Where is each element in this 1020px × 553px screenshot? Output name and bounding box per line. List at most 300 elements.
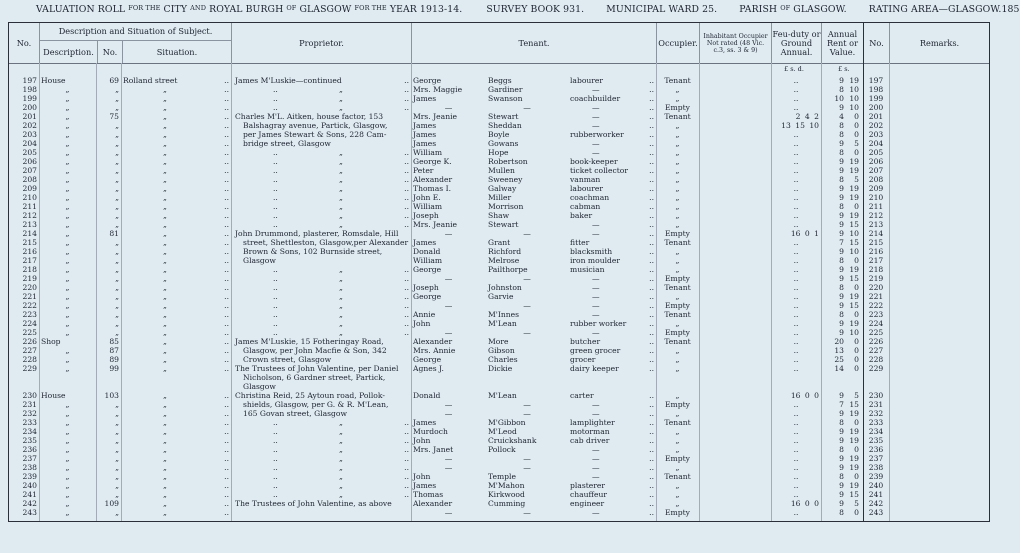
ditto-mark: „ xyxy=(339,94,343,103)
proprietor xyxy=(231,193,411,202)
description: „ xyxy=(65,166,70,175)
leader-dots: .. xyxy=(224,211,229,220)
situation xyxy=(121,400,231,409)
situation-text: „ xyxy=(163,481,167,490)
situation xyxy=(121,328,231,337)
situation xyxy=(121,418,231,427)
occupation-text: — xyxy=(592,121,600,130)
inhabitant-occupier-not-rated xyxy=(699,193,771,202)
ditto-mark: „ xyxy=(339,328,343,337)
leader-dots: .. xyxy=(224,76,229,85)
proprietor xyxy=(231,148,411,157)
entry-number-right: 200 xyxy=(868,103,884,112)
tenant-forename: Murdoch xyxy=(413,427,448,436)
feu-duty: .. xyxy=(793,355,799,364)
leader-dots: .. xyxy=(224,220,229,229)
situation-text: „ xyxy=(163,265,167,274)
situation xyxy=(121,202,231,211)
entry-number-right: 218 xyxy=(868,265,884,274)
ditto-mark: .. xyxy=(273,472,278,481)
ditto-mark: .. xyxy=(404,328,409,337)
tenant-occupation xyxy=(568,76,656,85)
tenant-surname: — xyxy=(523,301,531,310)
title-text: FOR THE xyxy=(354,4,387,12)
situation-text: „ xyxy=(163,364,167,373)
entry-number-right: 209 xyxy=(868,184,884,193)
situation xyxy=(121,436,231,445)
feu-duty: 16 0 0 xyxy=(790,499,819,508)
feu-duty: .. xyxy=(793,346,799,355)
entry-number: 209 xyxy=(22,184,37,193)
feu-duty: 16 0 0 xyxy=(790,391,819,400)
rent-pounds: 8 xyxy=(839,310,844,319)
leader-dots: .. xyxy=(649,76,654,85)
ditto-mark: .. xyxy=(273,175,278,184)
annual-rent xyxy=(821,346,863,355)
ditto-mark: „ xyxy=(339,103,343,112)
rent-shillings: 10 xyxy=(849,85,859,94)
situation-text: „ xyxy=(163,256,167,265)
situation-text: „ xyxy=(163,121,167,130)
occupation-text: cab driver xyxy=(570,436,610,445)
title-text: CITY xyxy=(163,4,188,15)
tenant-surname: Sheddan xyxy=(488,121,522,130)
feu-duty: .. xyxy=(793,400,799,409)
tenant-occupation xyxy=(568,85,656,94)
inhabitant-occupier-not-rated xyxy=(699,490,771,499)
tenant-occupation xyxy=(568,229,656,238)
ditto-mark: .. xyxy=(273,85,278,94)
situation xyxy=(121,472,231,481)
rent-pounds: 9 xyxy=(839,265,844,274)
description: „ xyxy=(65,355,70,364)
rent-shillings: 0 xyxy=(854,310,859,319)
inhabitant-occupier-not-rated xyxy=(699,175,771,184)
occupation-text: fitter xyxy=(570,238,590,247)
survey-book: SURVEY BOOK 931. xyxy=(486,4,585,15)
leader-dots: .. xyxy=(224,499,229,508)
street-number: „ xyxy=(115,202,119,211)
ditto-mark: .. xyxy=(273,94,278,103)
entry-number: 232 xyxy=(22,409,37,418)
tenant-forename: George xyxy=(413,355,442,364)
feu-duty: .. xyxy=(793,436,799,445)
tenant-forename: George K. xyxy=(413,157,452,166)
rent-pounds: 25 xyxy=(834,355,844,364)
annual-rent xyxy=(821,463,863,472)
feu-duty: .. xyxy=(793,337,799,346)
feu-units: £ s. d. xyxy=(784,65,804,73)
situation xyxy=(121,220,231,229)
feu-duty: .. xyxy=(793,175,799,184)
remarks xyxy=(889,283,989,292)
tenant-forename: William xyxy=(413,202,443,211)
ditto-mark: „ xyxy=(339,463,343,472)
rent-shillings: 0 xyxy=(854,256,859,265)
rent-pounds: 9 xyxy=(839,166,844,175)
leader-dots: .. xyxy=(649,283,654,292)
rent-pounds: 9 xyxy=(839,139,844,148)
proprietor-text: Glasgow, per John Macfie & Son, 342 xyxy=(243,346,387,355)
ditto-mark: .. xyxy=(273,427,278,436)
feu-duty: .. xyxy=(793,463,799,472)
tenant-forename: William xyxy=(413,148,443,157)
proprietor xyxy=(231,418,411,427)
entry-number-right: 206 xyxy=(868,157,884,166)
annual-rent xyxy=(821,490,863,499)
street-number: „ xyxy=(115,472,119,481)
header-proprietor: Proprietor. xyxy=(231,23,411,63)
entry-number-right xyxy=(863,382,889,391)
street-number: „ xyxy=(115,436,119,445)
street-number: „ xyxy=(115,283,119,292)
rent-shillings: 19 xyxy=(849,292,859,301)
table-header xyxy=(9,23,989,64)
inhabitant-occupier-not-rated xyxy=(699,499,771,508)
table-row xyxy=(9,283,989,292)
occupier-status: „ xyxy=(675,346,680,355)
situation-text: „ xyxy=(163,445,167,454)
tenant-surname: — xyxy=(523,328,531,337)
tenant-surname: — xyxy=(523,454,531,463)
leader-dots: .. xyxy=(224,355,229,364)
leader-dots: .. xyxy=(224,112,229,121)
rent-pounds: 9 xyxy=(839,211,844,220)
inhabitant-occupier-not-rated xyxy=(699,274,771,283)
remarks xyxy=(889,130,989,139)
tenant-surname: — xyxy=(523,463,531,472)
leader-dots: .. xyxy=(649,472,654,481)
occupation-text: — xyxy=(592,472,600,481)
tenant-surname: Dickie xyxy=(488,364,513,373)
leader-dots: .. xyxy=(649,490,654,499)
remarks xyxy=(889,337,989,346)
occupation-text: engineer xyxy=(570,499,605,508)
situation xyxy=(121,229,231,238)
leader-dots: .. xyxy=(224,337,229,346)
leader-dots: .. xyxy=(649,427,654,436)
annual-rent xyxy=(821,76,863,85)
header-feu-duty: Feu-duty or Ground Annual. xyxy=(771,23,821,63)
tenant-forename: Alexander xyxy=(413,175,453,184)
feu-duty: .. xyxy=(793,94,799,103)
annual-rent xyxy=(821,157,863,166)
description xyxy=(39,382,96,391)
tenant-forename: Mrs. Jeanie xyxy=(413,112,458,121)
inhabitant-occupier-not-rated xyxy=(699,364,771,373)
remarks xyxy=(889,193,989,202)
tenant-forename: Alexander xyxy=(413,337,453,346)
annual-rent xyxy=(821,193,863,202)
street-number: „ xyxy=(115,121,119,130)
situation xyxy=(121,283,231,292)
situation-text: „ xyxy=(163,103,167,112)
leader-dots: .. xyxy=(224,301,229,310)
tenant-occupation xyxy=(568,319,656,328)
tenant-occupation xyxy=(568,265,656,274)
proprietor xyxy=(231,301,411,310)
entry-number: 224 xyxy=(22,319,37,328)
leader-dots: .. xyxy=(649,355,654,364)
tenant-surname: Kirkwood xyxy=(488,490,525,499)
inhabitant-occupier-not-rated xyxy=(699,229,771,238)
table-row xyxy=(9,103,989,112)
ditto-mark: .. xyxy=(404,193,409,202)
tenant-occupation xyxy=(568,481,656,490)
rent-shillings: 0 xyxy=(854,121,859,130)
proprietor-text: Balshagray avenue, Partick, Glasgow, xyxy=(243,121,388,130)
rent-shillings: 0 xyxy=(854,112,859,121)
entry-number: 217 xyxy=(22,256,37,265)
remarks xyxy=(889,382,989,391)
situation-text: „ xyxy=(163,337,167,346)
rent-pounds: 8 xyxy=(839,472,844,481)
leader-dots: .. xyxy=(224,490,229,499)
rent-shillings: 15 xyxy=(849,220,859,229)
table-row xyxy=(9,76,989,85)
inhabitant-occupier-not-rated xyxy=(699,256,771,265)
leader-dots: .. xyxy=(649,184,654,193)
table-row xyxy=(9,94,989,103)
tenant-surname: Pailthorpe xyxy=(488,265,528,274)
situation xyxy=(121,211,231,220)
annual-rent xyxy=(821,418,863,427)
situation xyxy=(121,256,231,265)
remarks xyxy=(889,481,989,490)
occupier-status: „ xyxy=(675,481,680,490)
occupation-text: — xyxy=(592,409,600,418)
tenant-forename: Thomas I. xyxy=(413,184,451,193)
ditto-mark: .. xyxy=(404,436,409,445)
ditto-mark: .. xyxy=(273,157,278,166)
tenant-surname: — xyxy=(523,508,531,517)
ditto-mark: .. xyxy=(273,103,278,112)
annual-rent xyxy=(821,427,863,436)
entry-number: 201 xyxy=(22,112,37,121)
table-row xyxy=(9,436,989,445)
table-row xyxy=(9,409,989,418)
ditto-mark: .. xyxy=(404,481,409,490)
entry-number: 221 xyxy=(22,292,37,301)
remarks xyxy=(889,418,989,427)
feu-duty: .. xyxy=(793,418,799,427)
entry-number: 202 xyxy=(22,121,37,130)
annual-rent xyxy=(821,130,863,139)
leader-dots: .. xyxy=(649,94,654,103)
street-number: „ xyxy=(115,247,119,256)
description: „ xyxy=(65,283,70,292)
situation-text: „ xyxy=(163,355,167,364)
header-tenant: Tenant. xyxy=(411,23,656,63)
tenant-surname: Shaw xyxy=(488,211,510,220)
proprietor-text: Charles M'L. Aitken, house factor, 153 xyxy=(235,112,384,121)
occupation-text: — xyxy=(592,103,600,112)
entry-number: 235 xyxy=(22,436,37,445)
rent-pounds: 9 xyxy=(839,454,844,463)
leader-dots: .. xyxy=(649,391,654,400)
occupier-status xyxy=(656,373,699,382)
tenant-occupation xyxy=(568,490,656,499)
tenant-surname: — xyxy=(523,409,531,418)
remarks xyxy=(889,400,989,409)
title-text: VALUATION ROLL xyxy=(36,4,126,15)
situation-text: „ xyxy=(163,157,167,166)
feu-duty: .. xyxy=(793,274,799,283)
rent-shillings: 19 xyxy=(849,76,859,85)
description: „ xyxy=(65,220,70,229)
annual-rent xyxy=(821,274,863,283)
rent-shillings: 19 xyxy=(849,436,859,445)
occupier-status: Empty xyxy=(665,301,690,310)
table-row xyxy=(9,364,989,373)
entry-number-right: 214 xyxy=(868,229,884,238)
leader-dots: .. xyxy=(649,85,654,94)
tenant-occupation xyxy=(568,400,656,409)
tenant-forename: Donald xyxy=(413,247,441,256)
ditto-mark: „ xyxy=(339,319,343,328)
annual-rent xyxy=(821,301,863,310)
table-row xyxy=(9,247,989,256)
entry-number xyxy=(9,382,39,391)
leader-dots: .. xyxy=(649,121,654,130)
tenant-surname: More xyxy=(488,337,509,346)
rent-shillings xyxy=(849,382,859,391)
rent-pounds: 9 xyxy=(839,301,844,310)
rent-pounds: 9 xyxy=(839,274,844,283)
feu-duty: .. xyxy=(793,508,799,517)
table-row xyxy=(9,265,989,274)
rent-shillings: 19 xyxy=(849,454,859,463)
rent-pounds: 9 xyxy=(839,436,844,445)
entry-number-right: 229 xyxy=(868,364,884,373)
entry-number-right: 207 xyxy=(868,166,884,175)
rent-pounds: 9 xyxy=(839,481,844,490)
annual-rent xyxy=(821,103,863,112)
entry-number-right: 213 xyxy=(868,220,884,229)
rent-pounds: 7 xyxy=(839,400,844,409)
tenant-surname: M'Gibbon xyxy=(488,418,526,427)
description: „ xyxy=(65,292,70,301)
inhabitant-occupier-not-rated xyxy=(699,247,771,256)
leader-dots: .. xyxy=(224,103,229,112)
ditto-mark: .. xyxy=(404,445,409,454)
situation-text: „ xyxy=(163,328,167,337)
entry-number-right: 205 xyxy=(868,148,884,157)
annual-rent xyxy=(821,373,863,382)
occupier-status: „ xyxy=(675,166,680,175)
table-row xyxy=(9,166,989,175)
situation-text: Rolland street xyxy=(123,76,178,85)
ditto-mark: .. xyxy=(404,85,409,94)
remarks xyxy=(889,427,989,436)
description: „ xyxy=(65,238,70,247)
feu-duty: .. xyxy=(793,427,799,436)
leader-dots: .. xyxy=(649,481,654,490)
remarks xyxy=(889,454,989,463)
leader-dots: .. xyxy=(224,346,229,355)
tenant-occupation xyxy=(568,274,656,283)
rent-pounds: 9 xyxy=(839,76,844,85)
proprietor xyxy=(231,139,411,148)
annual-rent xyxy=(821,283,863,292)
street-number: „ xyxy=(115,211,119,220)
remarks xyxy=(889,445,989,454)
occupation-text: cabman xyxy=(570,202,601,211)
leader-dots: .. xyxy=(224,418,229,427)
situation xyxy=(121,238,231,247)
header-remarks: Remarks. xyxy=(889,23,989,63)
entry-number: 241 xyxy=(22,490,37,499)
rent-pounds: 9 xyxy=(839,157,844,166)
tenant-forename: — xyxy=(444,454,453,463)
ditto-mark: .. xyxy=(404,490,409,499)
street-number: „ xyxy=(115,130,119,139)
rent-shillings: 10 xyxy=(849,229,859,238)
street-number: „ xyxy=(115,463,119,472)
table-row xyxy=(9,490,989,499)
leader-dots: .. xyxy=(224,472,229,481)
occupation-text: — xyxy=(592,148,600,157)
occupier-status: „ xyxy=(675,436,680,445)
tenant-forename: Donald xyxy=(413,391,441,400)
proprietor xyxy=(231,436,411,445)
table-row xyxy=(9,337,989,346)
table-row xyxy=(9,418,989,427)
proprietor-text: The Trustees of John Valentine, as above xyxy=(235,499,392,508)
tenant-forename: Mrs. Maggie xyxy=(413,85,463,94)
leader-dots: .. xyxy=(224,292,229,301)
rent-pounds: 4 xyxy=(839,112,844,121)
rent-pounds: 10 xyxy=(834,94,844,103)
occupation-text: labourer xyxy=(570,76,604,85)
leader-dots: .. xyxy=(224,175,229,184)
leader-dots: .. xyxy=(649,364,654,373)
rent-pounds: 8 xyxy=(839,445,844,454)
proprietor xyxy=(231,445,411,454)
feu-duty: .. xyxy=(793,301,799,310)
entry-number-right: 241 xyxy=(868,490,884,499)
tenant-surname: Temple xyxy=(488,472,516,481)
situation xyxy=(121,346,231,355)
situation-text: „ xyxy=(163,94,167,103)
tenant-forename: George xyxy=(413,292,442,301)
inhabitant-occupier-not-rated xyxy=(699,328,771,337)
annual-rent xyxy=(821,364,863,373)
entry-number: 199 xyxy=(22,94,37,103)
situation xyxy=(121,103,231,112)
street-number: „ xyxy=(115,238,119,247)
tenant-forename: Mrs. Janet xyxy=(413,445,454,454)
tenant-forename: Peter xyxy=(413,166,434,175)
situation-text: „ xyxy=(163,283,167,292)
description xyxy=(39,373,96,382)
situation-text: „ xyxy=(163,148,167,157)
ditto-mark: „ xyxy=(339,166,343,175)
inhabitant-occupier-not-rated xyxy=(699,121,771,130)
situation-text: „ xyxy=(163,400,167,409)
leader-dots: .. xyxy=(224,265,229,274)
entry-number-right: 240 xyxy=(868,481,884,490)
rent-shillings: 15 xyxy=(849,274,859,283)
inhabitant-occupier-not-rated xyxy=(699,508,771,517)
leader-dots: .. xyxy=(649,148,654,157)
feu-duty: .. xyxy=(793,166,799,175)
leader-dots: .. xyxy=(649,328,654,337)
rent-pounds: 13 xyxy=(834,346,844,355)
ditto-mark: .. xyxy=(404,148,409,157)
leader-dots: .. xyxy=(649,301,654,310)
tenant-occupation xyxy=(568,130,656,139)
